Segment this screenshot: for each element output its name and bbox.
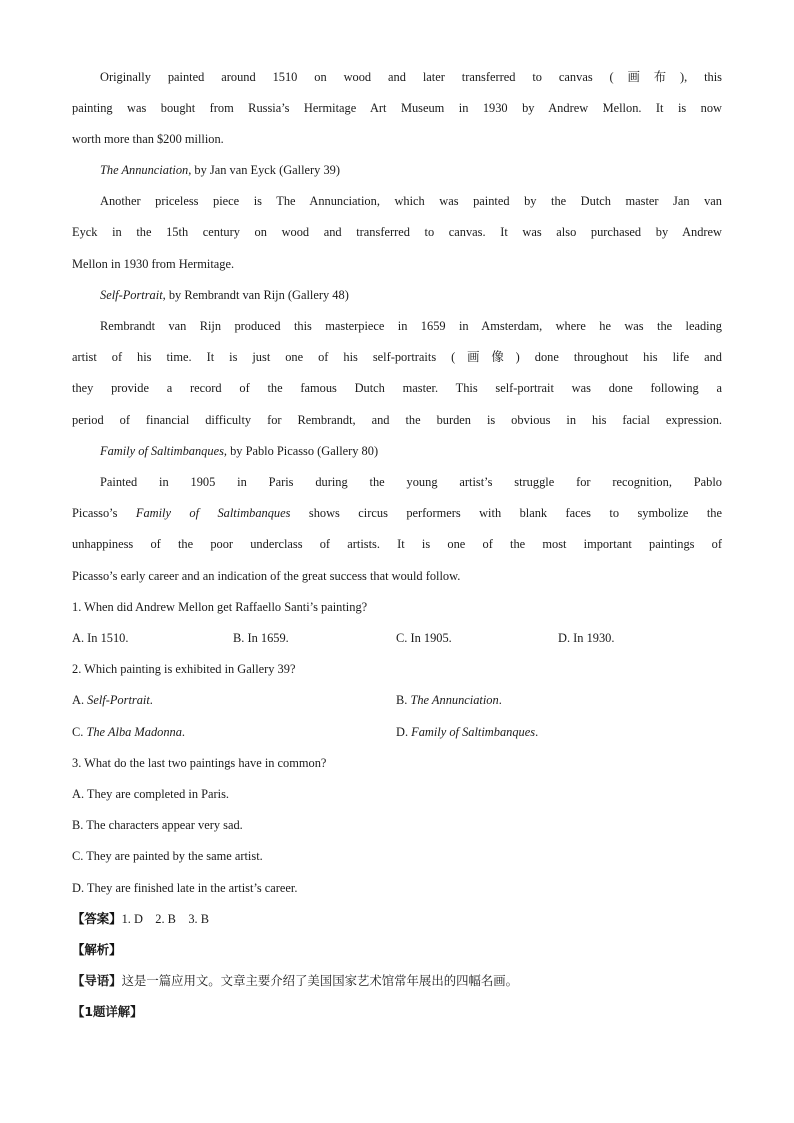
q2-option-b	[396, 692, 502, 708]
painting-title: The Annunciation,	[100, 163, 192, 177]
answer-label: 【答案】	[72, 911, 122, 926]
passage-line: painting was bought from Russia’s Hermitage Art Museum in 1930 by Andrew Mellon. It is now	[72, 101, 722, 115]
passage-line: Another priceless piece is The Annunciation, which was painted by the Dutch master Jan van	[100, 194, 722, 208]
painting-heading	[100, 162, 340, 178]
option-text: Self-Portrait	[87, 693, 150, 707]
answer-line	[72, 911, 209, 927]
q2-option-a	[72, 692, 153, 708]
passage-line: Rembrandt van Rijn produced this masterpiece in 1659 in Amsterdam, where he was the leading	[100, 319, 722, 333]
option-letter: C.	[72, 725, 87, 739]
passage-line: period of financial difficulty for Rembrandt, and the burden is obvious in his facial expression.	[72, 413, 722, 427]
option-letter: A.	[72, 693, 88, 707]
passage-line: unhappiness of the poor underclass of artists. It is one of the most important paintings of	[72, 537, 722, 551]
q3-option-a: A. They are completed in Paris.	[72, 787, 230, 801]
option-period: .	[149, 693, 153, 707]
painting-artist: by Jan van Eyck (Gallery 39)	[191, 163, 340, 177]
painting-heading	[100, 443, 378, 459]
option-text: The Annunciation	[410, 693, 499, 707]
guide-line	[72, 973, 518, 989]
option-period: .	[535, 725, 539, 739]
guide-label: 【导语】	[72, 973, 122, 988]
q2-option-c	[72, 724, 185, 740]
guide-text: 这是一篇应用文。文章主要介绍了美国国家艺术馆常年展出的四幅名画。	[121, 973, 519, 988]
painting-title-inline: Family of Saltimbanques	[135, 506, 291, 520]
option-period: .	[498, 693, 502, 707]
q3-option-d: D. They are finished late in the artist’s career.	[72, 881, 298, 895]
q1-option-d: D. In 1930.	[558, 631, 615, 645]
question-1: 1. When did Andrew Mellon get Raffaello Santi’s painting?	[72, 600, 368, 614]
q3-option-b: B. The characters appear very sad.	[72, 818, 243, 832]
painting-artist: by Rembrandt van Rijn (Gallery 48)	[165, 288, 349, 302]
q1-option-b: B. In 1659.	[233, 631, 289, 645]
q1-option-c: C. In 1905.	[396, 631, 452, 645]
option-letter: B.	[396, 693, 411, 707]
passage-line: Painted in 1905 in Paris during the young artist’s struggle for recognition, Pablo	[100, 475, 722, 489]
detail-heading	[72, 1004, 143, 1020]
passage-line: Mellon in 1930 from Hermitage.	[72, 257, 235, 271]
passage-line	[72, 505, 722, 521]
passage-line: worth more than $200 million.	[72, 132, 224, 146]
option-period: .	[181, 725, 186, 739]
analysis-heading	[72, 942, 122, 958]
passage-line: Originally painted around 1510 on wood and later transferred to canvas (画布), this	[100, 70, 722, 84]
answer-values: 1. D 2. B 3. B	[121, 912, 209, 926]
option-text: The Alba Madonna	[86, 725, 182, 739]
passage-line: Eyck in the 15th century on wood and transferred to canvas. It was also purchased by Andrew	[72, 225, 722, 239]
question-2: 2. Which painting is exhibited in Gallery 39?	[72, 662, 296, 676]
painting-title: Family of Saltimbanques,	[100, 444, 227, 458]
option-letter: D.	[396, 725, 412, 739]
option-text: Family of Saltimbanques	[411, 725, 536, 739]
painting-title: Self-Portrait,	[100, 288, 166, 302]
q3-option-c: C. They are painted by the same artist.	[72, 849, 263, 863]
analysis-label: 【解析】	[72, 942, 122, 957]
q1-option-a: A. In 1510.	[72, 631, 129, 645]
question-3: 3. What do the last two paintings have in common?	[72, 756, 327, 770]
detail-label: 【1题详解】	[72, 1004, 143, 1019]
passage-line: artist of his time. It is just one of his self-portraits (画像) done throughout his life and	[72, 350, 722, 364]
passage-text: Picasso’s	[72, 506, 136, 520]
painting-artist: by Pablo Picasso (Gallery 80)	[227, 444, 379, 458]
passage-text: shows circus performers with blank faces to symbolize the	[290, 506, 722, 520]
passage-line: they provide a record of the famous Dutch master. This self-portrait was done following a	[72, 381, 722, 395]
passage-line: Picasso’s early career and an indication of the great success that would follow.	[72, 569, 461, 583]
q2-option-d	[396, 724, 538, 740]
painting-heading	[100, 287, 349, 303]
